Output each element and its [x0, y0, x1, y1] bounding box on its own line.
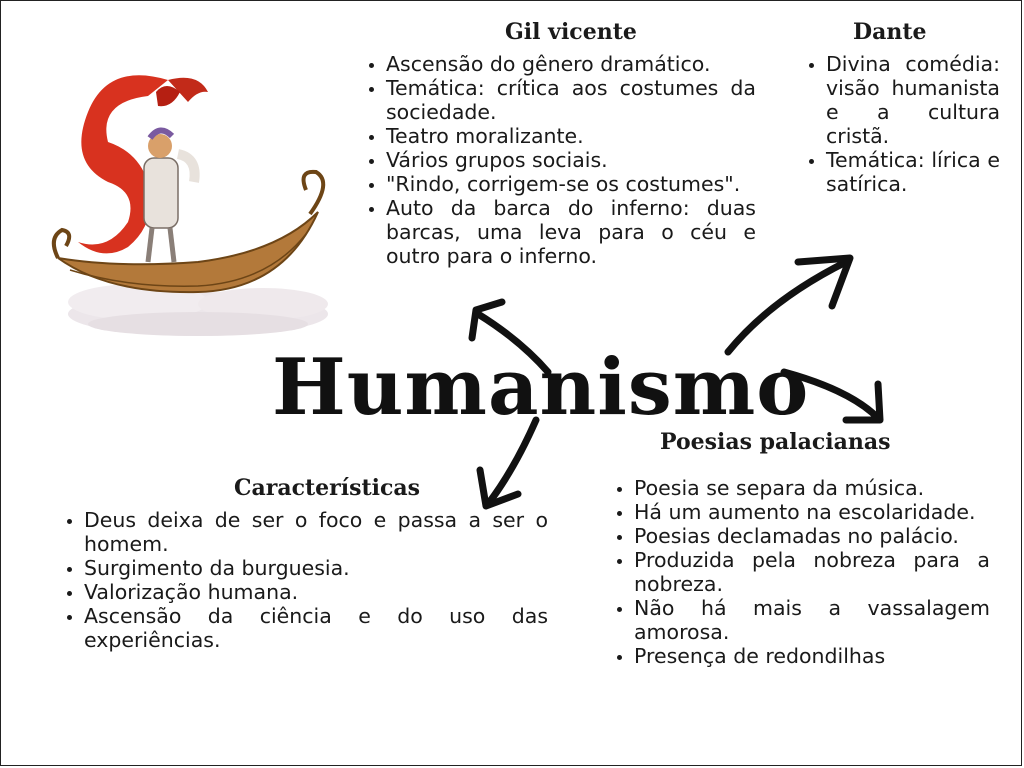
list-item: • Poesias declamadas no palácio. [634, 524, 990, 548]
caracteristicas-list [60, 508, 548, 652]
dante-heading: Dante [853, 19, 927, 45]
caracteristicas-heading: Características [234, 475, 421, 501]
gil-vicente-heading: Gil vicente [505, 19, 637, 45]
list-item: • "Rindo, corrigem-se os costumes". [386, 172, 756, 196]
list-item: • Deus deixa de ser o foco e passa a ser o homem. [84, 508, 548, 556]
list-item: • Temática: crítica aos costumes da sociedade. [386, 76, 756, 124]
poesias-palacianas-list [610, 476, 990, 668]
list-item: • Ascensão do gênero dramático. [386, 52, 756, 76]
list-item: • Produzida pela nobreza para a nobreza. [634, 548, 990, 596]
list-item: • Temática: lírica e satírica. [826, 148, 1000, 196]
list-item: • Teatro moralizante. [386, 124, 756, 148]
main-title: Humanismo [272, 342, 810, 433]
poesias-palacianas-heading: Poesias palacianas [660, 429, 891, 455]
list-item: • Valorização humana. [84, 580, 548, 604]
list-item: • Ascensão da ciência e do uso das experiências. [84, 604, 548, 652]
list-item: • Auto da barca do inferno: duas barcas, uma leva para o céu e outro para o inferno. [386, 196, 756, 268]
devil-figure [78, 75, 208, 262]
list-item: • Vários grupos sociais. [386, 148, 756, 172]
gil-vicente-list [362, 52, 756, 268]
list-item: • Divina comédia: visão humanista e a cultura cristã. [826, 52, 1000, 148]
boat-shape [54, 172, 323, 292]
list-item: • Surgimento da burguesia. [84, 556, 548, 580]
dante-list [802, 52, 1000, 196]
list-item: • Não há mais a vassalagem amorosa. [634, 596, 990, 644]
list-item: • Há um aumento na escolaridade. [634, 500, 990, 524]
devil-boat-illustration [48, 62, 338, 340]
list-item: • Presença de redondilhas [634, 644, 990, 668]
list-item: • Poesia se separa da música. [634, 476, 990, 500]
